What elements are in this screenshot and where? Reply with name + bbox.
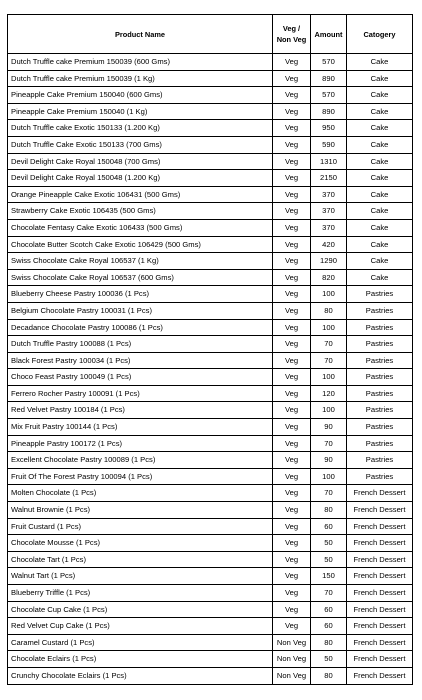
product-name-cell: Chocolate Mousse (1 Pcs) [8, 535, 273, 552]
veg-type-cell: Veg [273, 369, 311, 386]
product-name-cell: Dutch Truffle cake Premium 150039 (600 Gms) [8, 54, 273, 71]
category-cell: French Dessert [347, 667, 413, 684]
amount-cell: 80 [311, 634, 347, 651]
veg-type-cell: Non Veg [273, 667, 311, 684]
category-cell: Cake [347, 153, 413, 170]
table-row [8, 402, 413, 419]
product-name-cell: Chocolate Eclairs (1 Pcs) [8, 651, 273, 668]
veg-type-cell: Veg [273, 485, 311, 502]
product-name-cell: Dutch Truffle Cake Exotic 150133 (700 Gms) [8, 136, 273, 153]
table-row [8, 253, 413, 270]
product-name-cell: Pineapple Pastry 100172 (1 Pcs) [8, 435, 273, 452]
amount-cell: 890 [311, 70, 347, 87]
veg-type-cell: Veg [273, 103, 311, 120]
product-name-cell: Choco Feast Pastry 100049 (1 Pcs) [8, 369, 273, 386]
table-row [8, 419, 413, 436]
category-cell: French Dessert [347, 502, 413, 519]
veg-type-cell: Veg [273, 352, 311, 369]
table-row [8, 87, 413, 104]
veg-type-cell: Veg [273, 236, 311, 253]
product-name-cell: Belgium Chocolate Pastry 100031 (1 Pcs) [8, 302, 273, 319]
table-row [8, 236, 413, 253]
table-row [8, 153, 413, 170]
category-cell: French Dessert [347, 551, 413, 568]
product-name-cell: Blueberry Cheese Pastry 100036 (1 Pcs) [8, 286, 273, 303]
category-cell: Pastries [347, 369, 413, 386]
table-row [8, 170, 413, 187]
veg-type-cell: Veg [273, 618, 311, 635]
amount-cell: 80 [311, 302, 347, 319]
product-name-cell: Ferrero Rocher Pastry 100091 (1 Pcs) [8, 385, 273, 402]
veg-type-cell: Veg [273, 385, 311, 402]
amount-cell: 100 [311, 286, 347, 303]
amount-cell: 90 [311, 452, 347, 469]
category-cell: Pastries [347, 452, 413, 469]
amount-cell: 100 [311, 319, 347, 336]
amount-cell: 50 [311, 551, 347, 568]
header-category: Catogery [347, 15, 413, 54]
veg-type-cell: Veg [273, 502, 311, 519]
category-cell: Cake [347, 87, 413, 104]
table-row [8, 319, 413, 336]
veg-type-cell: Veg [273, 435, 311, 452]
table-row [8, 585, 413, 602]
category-cell: Cake [347, 269, 413, 286]
table-row [8, 485, 413, 502]
amount-cell: 590 [311, 136, 347, 153]
category-cell: French Dessert [347, 585, 413, 602]
category-cell: Cake [347, 54, 413, 71]
product-name-cell: Decadance Chocolate Pastry 100086 (1 Pcs) [8, 319, 273, 336]
table-row [8, 286, 413, 303]
product-name-cell: Swiss Chocolate Cake Royal 106537 (1 Kg) [8, 253, 273, 270]
category-cell: Cake [347, 203, 413, 220]
category-cell: French Dessert [347, 485, 413, 502]
table-row [8, 468, 413, 485]
veg-type-cell: Veg [273, 153, 311, 170]
amount-cell: 70 [311, 585, 347, 602]
table-row [8, 186, 413, 203]
amount-cell: 100 [311, 369, 347, 386]
category-cell: French Dessert [347, 601, 413, 618]
category-cell: French Dessert [347, 568, 413, 585]
product-name-cell: Pineapple Cake Premium 150040 (600 Gms) [8, 87, 273, 104]
veg-type-cell: Veg [273, 601, 311, 618]
table-row [8, 618, 413, 635]
amount-cell: 80 [311, 502, 347, 519]
table-row [8, 385, 413, 402]
amount-cell: 950 [311, 120, 347, 137]
table-row [8, 369, 413, 386]
product-name-cell: Dutch Truffle cake Premium 150039 (1 Kg) [8, 70, 273, 87]
table-row [8, 269, 413, 286]
amount-cell: 570 [311, 54, 347, 71]
product-name-cell: Walnut Tart (1 Pcs) [8, 568, 273, 585]
category-cell: Pastries [347, 286, 413, 303]
veg-type-cell: Veg [273, 253, 311, 270]
table-row [8, 535, 413, 552]
amount-cell: 370 [311, 186, 347, 203]
header-veg-nonveg [273, 15, 311, 54]
category-cell: Pastries [347, 352, 413, 369]
amount-cell: 150 [311, 568, 347, 585]
veg-type-cell: Veg [273, 568, 311, 585]
category-cell: French Dessert [347, 618, 413, 635]
amount-cell: 120 [311, 385, 347, 402]
product-name-cell: Chocolate Cup Cake (1 Pcs) [8, 601, 273, 618]
product-name-cell: Molten Chocolate (1 Pcs) [8, 485, 273, 502]
amount-cell: 60 [311, 601, 347, 618]
category-cell: Pastries [347, 468, 413, 485]
veg-type-cell: Veg [273, 286, 311, 303]
amount-cell: 70 [311, 485, 347, 502]
veg-type-cell: Veg [273, 402, 311, 419]
amount-cell: 70 [311, 336, 347, 353]
veg-type-cell: Veg [273, 54, 311, 71]
product-name-cell: Blueberry Triffle (1 Pcs) [8, 585, 273, 602]
table-row [8, 219, 413, 236]
veg-type-cell: Veg [273, 170, 311, 187]
veg-type-cell: Veg [273, 269, 311, 286]
product-name-cell: Dutch Truffle Pastry 100088 (1 Pcs) [8, 336, 273, 353]
amount-cell: 370 [311, 219, 347, 236]
product-name-cell: Mix Fruit Pastry 100144 (1 Pcs) [8, 419, 273, 436]
header-product-name: Product Name [8, 15, 273, 54]
product-name-cell: Chocolate Butter Scotch Cake Exotic 106429 (500 Gms) [8, 236, 273, 253]
table-body [8, 54, 413, 685]
product-name-cell: Pineapple Cake Premium 150040 (1 Kg) [8, 103, 273, 120]
table-row [8, 435, 413, 452]
category-cell: Cake [347, 186, 413, 203]
product-name-cell: Dutch Truffle cake Exotic 150133 (1.200 Kg) [8, 120, 273, 137]
amount-cell: 50 [311, 651, 347, 668]
veg-type-cell: Veg [273, 302, 311, 319]
product-name-cell: Devil Delight Cake Royal 150048 (1.200 Kg) [8, 170, 273, 187]
table-row [8, 551, 413, 568]
table-row [8, 568, 413, 585]
product-name-cell: Walnut Brownie (1 Pcs) [8, 502, 273, 519]
category-cell: Cake [347, 136, 413, 153]
category-cell: Pastries [347, 302, 413, 319]
product-name-cell: Strawberry Cake Exotic 106435 (500 Gms) [8, 203, 273, 220]
category-cell: Pastries [347, 419, 413, 436]
amount-cell: 370 [311, 203, 347, 220]
amount-cell: 70 [311, 352, 347, 369]
veg-type-cell: Veg [273, 319, 311, 336]
amount-cell: 60 [311, 518, 347, 535]
table-row [8, 518, 413, 535]
veg-type-cell: Veg [273, 203, 311, 220]
veg-type-cell: Veg [273, 120, 311, 137]
table-row [8, 667, 413, 684]
header-veg-line1: Veg / [282, 24, 301, 33]
product-name-cell: Fruit Custard (1 Pcs) [8, 518, 273, 535]
amount-cell: 420 [311, 236, 347, 253]
amount-cell: 50 [311, 535, 347, 552]
category-cell: French Dessert [347, 634, 413, 651]
header-amount: Amount [311, 15, 347, 54]
category-cell: Cake [347, 70, 413, 87]
product-name-cell: Chocolate Tart (1 Pcs) [8, 551, 273, 568]
table-row [8, 452, 413, 469]
table-header [8, 15, 413, 54]
category-cell: Pastries [347, 319, 413, 336]
amount-cell: 90 [311, 419, 347, 436]
category-cell: Cake [347, 120, 413, 137]
table-row [8, 54, 413, 71]
table-row [8, 352, 413, 369]
veg-type-cell: Veg [273, 452, 311, 469]
header-veg-line2: Non Veg [276, 35, 307, 44]
product-name-cell: Chocolate Fentasy Cake Exotic 106433 (500 Gms) [8, 219, 273, 236]
veg-type-cell: Veg [273, 419, 311, 436]
table-row [8, 120, 413, 137]
category-cell: Pastries [347, 385, 413, 402]
category-cell: French Dessert [347, 651, 413, 668]
table-row [8, 601, 413, 618]
category-cell: Cake [347, 219, 413, 236]
header-row [8, 15, 413, 54]
amount-cell: 60 [311, 618, 347, 635]
amount-cell: 2150 [311, 170, 347, 187]
table-row [8, 336, 413, 353]
veg-type-cell: Veg [273, 186, 311, 203]
category-cell: Cake [347, 170, 413, 187]
amount-cell: 70 [311, 435, 347, 452]
amount-cell: 100 [311, 468, 347, 485]
table-row [8, 70, 413, 87]
veg-type-cell: Non Veg [273, 634, 311, 651]
product-name-cell: Red Velvet Cup Cake (1 Pcs) [8, 618, 273, 635]
veg-type-cell: Veg [273, 70, 311, 87]
category-cell: Cake [347, 236, 413, 253]
product-name-cell: Red Velvet Pastry 100184 (1 Pcs) [8, 402, 273, 419]
category-cell: Cake [347, 253, 413, 270]
category-cell: Pastries [347, 336, 413, 353]
veg-type-cell: Non Veg [273, 651, 311, 668]
product-name-cell: Black Forest Pastry 100034 (1 Pcs) [8, 352, 273, 369]
amount-cell: 820 [311, 269, 347, 286]
veg-type-cell: Veg [273, 219, 311, 236]
product-name-cell: Caramel Custard (1 Pcs) [8, 634, 273, 651]
table-row [8, 203, 413, 220]
category-cell: French Dessert [347, 535, 413, 552]
veg-type-cell: Veg [273, 468, 311, 485]
category-cell: Cake [347, 103, 413, 120]
product-name-cell: Orange Pineapple Cake Exotic 106431 (500 Gms) [8, 186, 273, 203]
product-name-cell: Swiss Chocolate Cake Royal 106537 (600 Gms) [8, 269, 273, 286]
table-row [8, 103, 413, 120]
amount-cell: 1290 [311, 253, 347, 270]
product-name-cell: Crunchy Chocolate Eclairs (1 Pcs) [8, 667, 273, 684]
category-cell: French Dessert [347, 518, 413, 535]
veg-type-cell: Veg [273, 551, 311, 568]
veg-type-cell: Veg [273, 87, 311, 104]
veg-type-cell: Veg [273, 535, 311, 552]
amount-cell: 570 [311, 87, 347, 104]
veg-type-cell: Veg [273, 585, 311, 602]
category-cell: Pastries [347, 435, 413, 452]
veg-type-cell: Veg [273, 518, 311, 535]
product-name-cell: Devil Delight Cake Royal 150048 (700 Gms) [8, 153, 273, 170]
veg-type-cell: Veg [273, 136, 311, 153]
amount-cell: 80 [311, 667, 347, 684]
table-row [8, 302, 413, 319]
category-cell: Pastries [347, 402, 413, 419]
amount-cell: 1310 [311, 153, 347, 170]
product-name-cell: Fruit Of The Forest Pastry 100094 (1 Pcs) [8, 468, 273, 485]
product-name-cell: Excellent Chocolate Pastry 100089 (1 Pcs) [8, 452, 273, 469]
table-row [8, 651, 413, 668]
product-table [7, 14, 413, 685]
amount-cell: 100 [311, 402, 347, 419]
veg-type-cell: Veg [273, 336, 311, 353]
table-row [8, 502, 413, 519]
table-row [8, 136, 413, 153]
amount-cell: 890 [311, 103, 347, 120]
table-row [8, 634, 413, 651]
